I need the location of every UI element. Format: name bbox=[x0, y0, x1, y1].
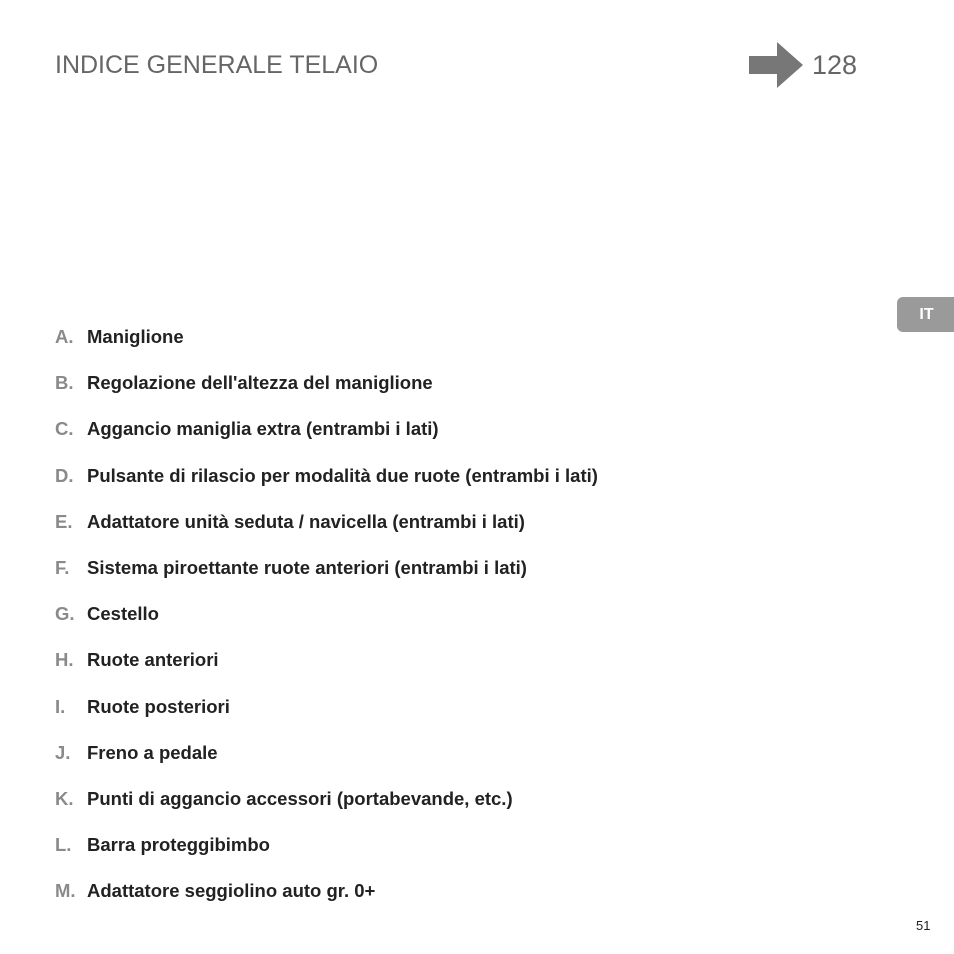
reference-page-number: 128 bbox=[812, 50, 858, 80]
page-number: 51 bbox=[916, 918, 931, 933]
part-letter: H. bbox=[55, 649, 74, 671]
part-label: Freno a pedale bbox=[87, 741, 218, 763]
parts-list bbox=[55, 322, 598, 922]
list-item bbox=[55, 461, 598, 507]
part-label: Punti di aggancio accessori (portabevande, etc.) bbox=[87, 787, 513, 809]
part-letter: K. bbox=[55, 787, 74, 809]
list-item bbox=[55, 322, 598, 368]
list-item bbox=[55, 876, 598, 922]
part-letter: A. bbox=[55, 326, 74, 347]
part-letter: C. bbox=[55, 418, 74, 440]
part-label: Adattatore unità seduta / navicella (entrambi i lati) bbox=[87, 510, 525, 532]
part-label: Sistema piroettante ruote anteriori (entrambi i lati) bbox=[87, 556, 527, 578]
part-label: Cestello bbox=[87, 603, 159, 625]
part-label: Aggancio maniglia extra (entrambi i lati) bbox=[87, 418, 439, 440]
part-label: Regolazione dell'altezza del maniglione bbox=[87, 372, 433, 394]
language-tab: IT bbox=[897, 297, 954, 332]
part-letter: B. bbox=[55, 372, 74, 394]
part-letter: F. bbox=[55, 556, 70, 578]
part-label: Barra proteggibimbo bbox=[87, 834, 270, 856]
part-letter: M. bbox=[55, 880, 76, 902]
part-label: Ruote anteriori bbox=[87, 649, 219, 671]
part-label: Maniglione bbox=[87, 326, 184, 347]
part-letter: J. bbox=[55, 741, 71, 763]
list-item bbox=[55, 599, 598, 645]
part-label: Pulsante di rilascio per modalità due ruote (entrambi i lati) bbox=[87, 464, 598, 486]
list-item bbox=[55, 692, 598, 738]
part-letter: E. bbox=[55, 510, 73, 532]
list-item bbox=[55, 368, 598, 414]
list-item bbox=[55, 784, 598, 830]
part-letter: D. bbox=[55, 464, 74, 486]
list-item bbox=[55, 414, 598, 460]
list-item bbox=[55, 507, 598, 553]
part-letter: L. bbox=[55, 834, 72, 856]
list-item bbox=[55, 830, 598, 876]
part-letter: I. bbox=[55, 695, 66, 717]
list-item bbox=[55, 645, 598, 691]
list-item bbox=[55, 553, 598, 599]
part-label: Adattatore seggiolino auto gr. 0+ bbox=[87, 880, 376, 902]
part-label: Ruote posteriori bbox=[87, 695, 230, 717]
right-arrow-icon bbox=[749, 42, 803, 88]
part-letter: G. bbox=[55, 603, 75, 625]
list-item bbox=[55, 738, 598, 784]
page-title: INDICE GENERALE TELAIO bbox=[55, 51, 379, 79]
